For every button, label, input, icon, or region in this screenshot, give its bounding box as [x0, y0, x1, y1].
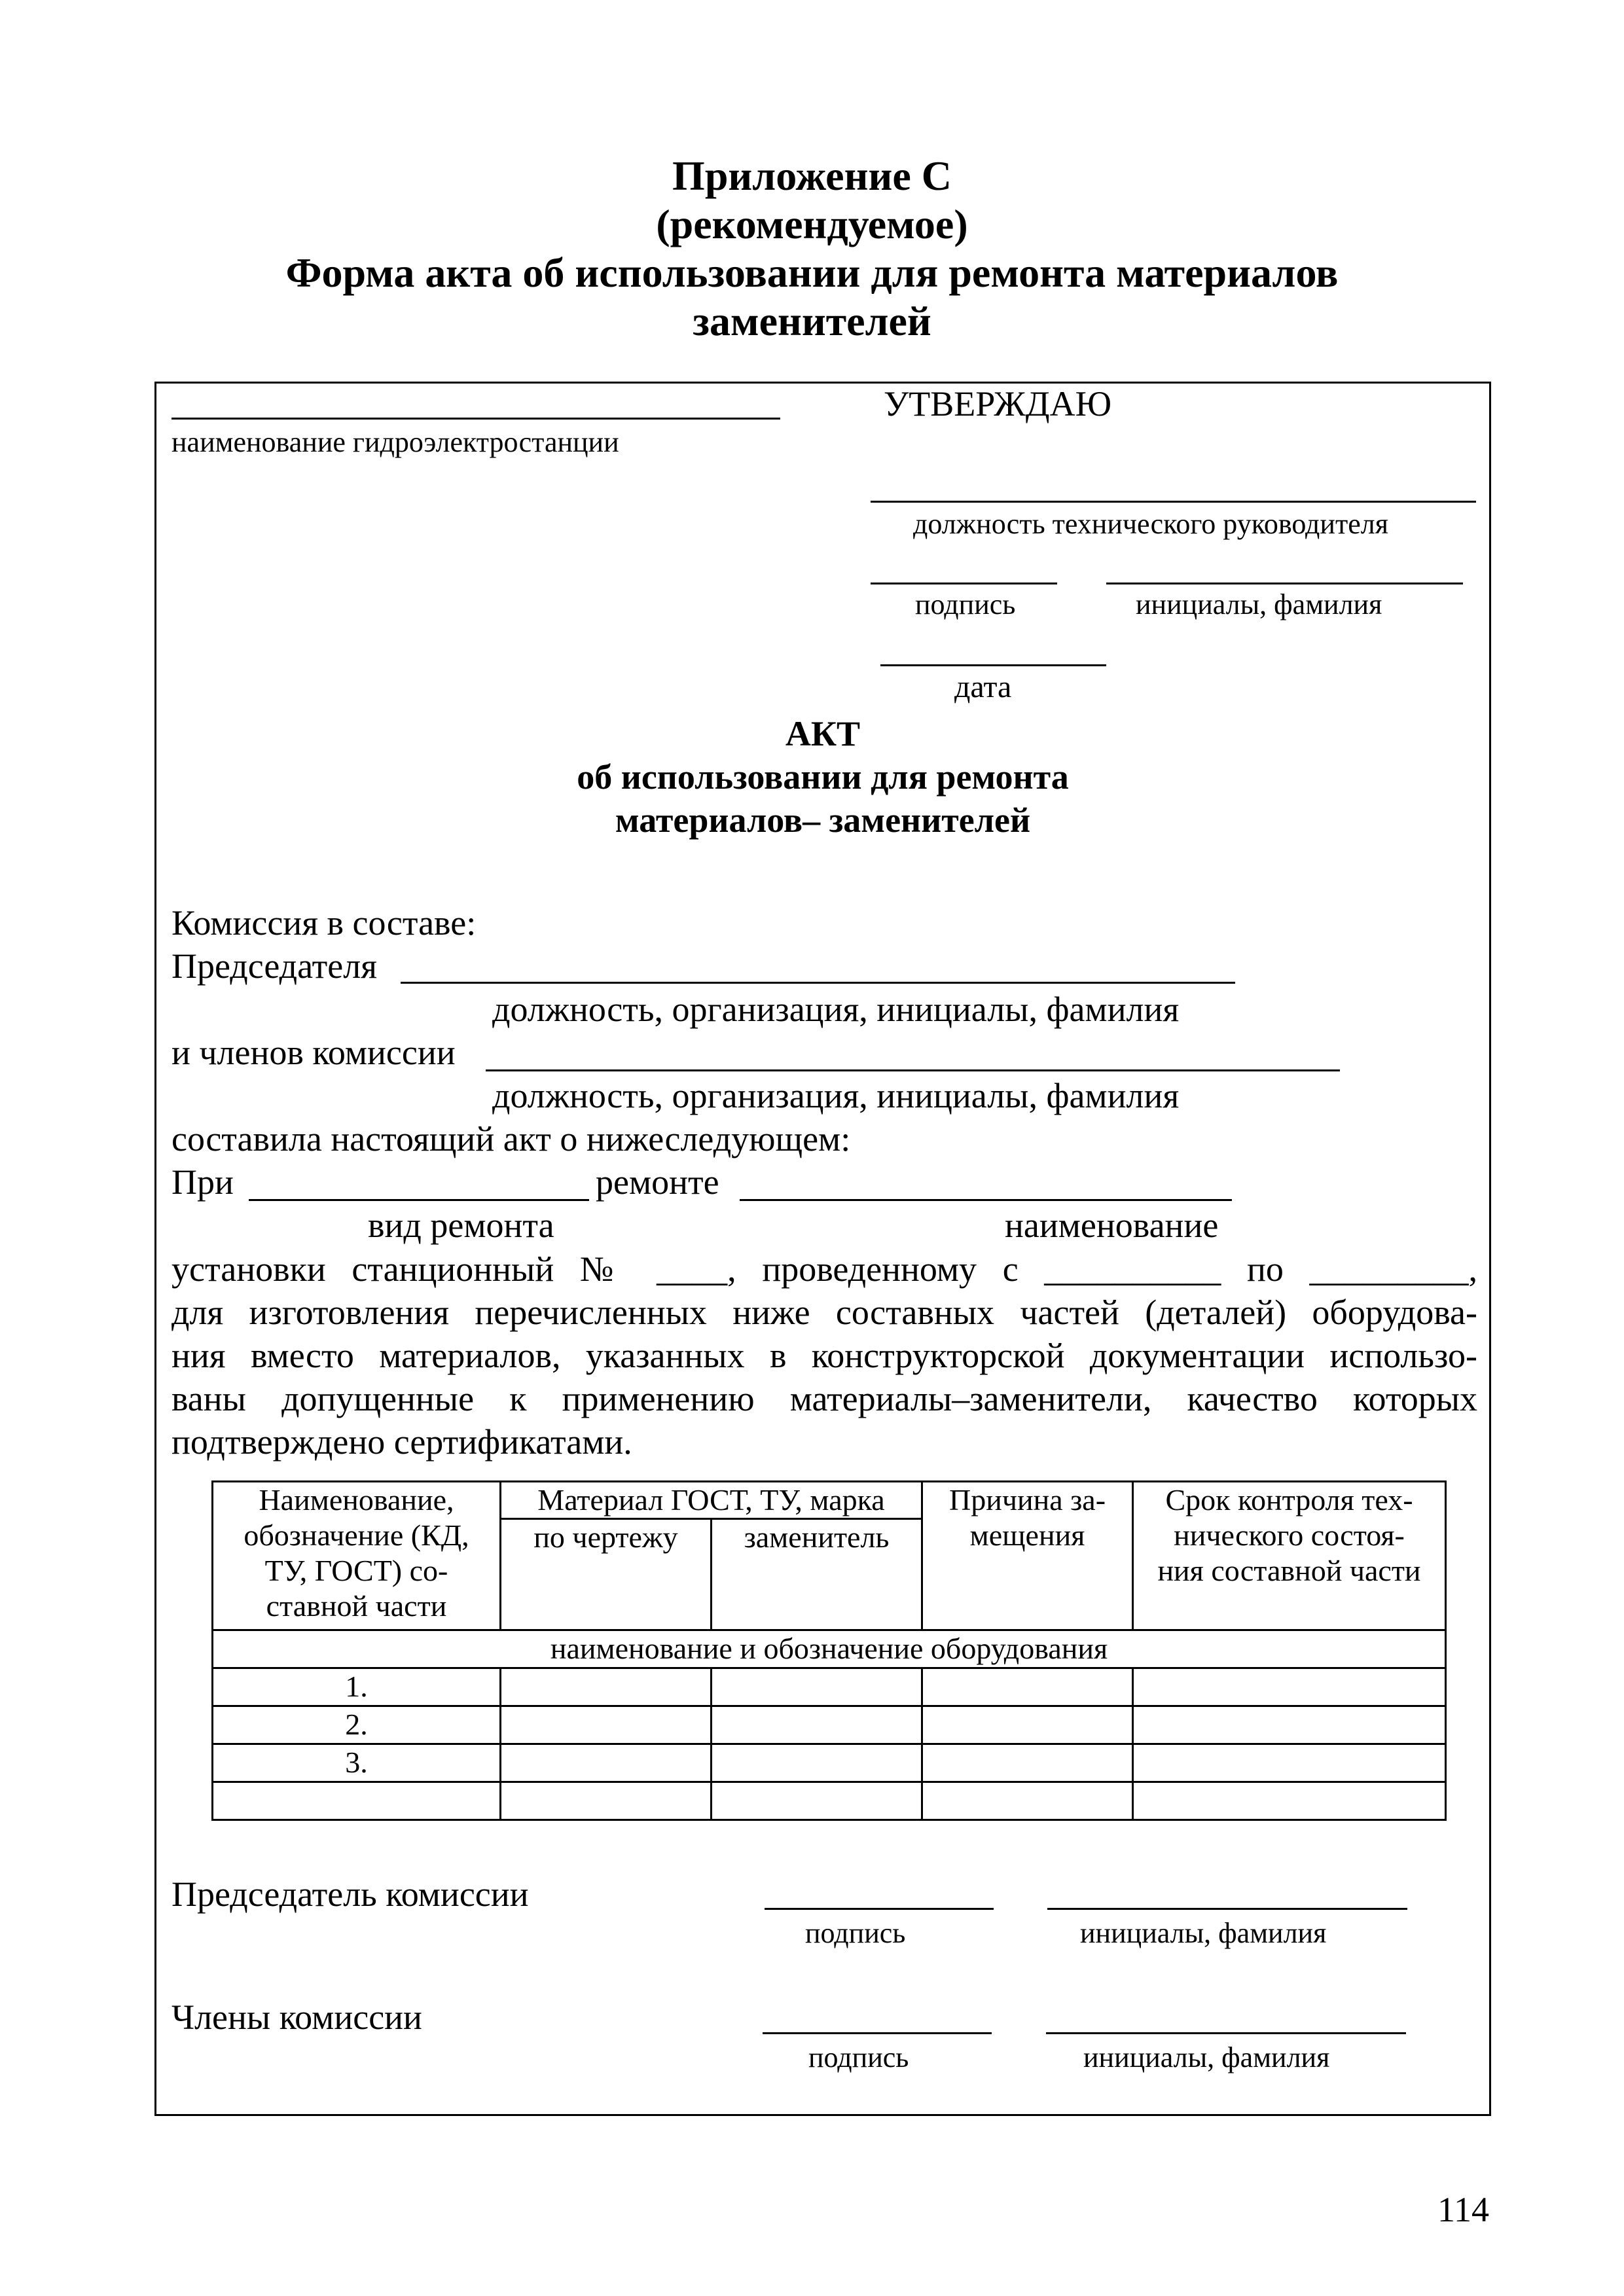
- repair-word: ремонте: [596, 1162, 719, 1202]
- members-label: и членов комиссии: [171, 1033, 456, 1072]
- paragraph-line: ния вместо материалов, указанных в конструкторской документации использо-: [171, 1336, 1477, 1375]
- by-drawing-header: по чертежу: [501, 1519, 712, 1630]
- commission-label: Комиссия в составе:: [171, 903, 477, 942]
- date-label: дата: [954, 670, 1012, 704]
- table-cell[interactable]: [501, 1706, 712, 1744]
- row-number: 3.: [213, 1744, 501, 1782]
- paragraph-line: для изготовления перечисленных ниже составных частей (деталей) оборудова-: [171, 1293, 1477, 1332]
- chairman-field[interactable]: [401, 982, 1235, 984]
- control-header: Срок контроля тех- нического состоя- ния составной части: [1133, 1482, 1446, 1630]
- table-row: [213, 1668, 1446, 1706]
- position-line[interactable]: [871, 501, 1476, 503]
- table-cell[interactable]: [501, 1668, 712, 1706]
- table-row: [213, 1782, 1446, 1820]
- table-cell[interactable]: [501, 1782, 712, 1820]
- repair-type-hint: вид ремонта: [368, 1206, 554, 1245]
- approve-name-label: инициалы, фамилия: [1136, 588, 1382, 620]
- table-cell[interactable]: [712, 1668, 922, 1706]
- table-cell[interactable]: [1133, 1744, 1446, 1782]
- members-signature-label: Члены комиссии: [171, 1998, 422, 2037]
- chairman-name-hint: инициалы, фамилия: [1080, 1917, 1327, 1949]
- appendix-subtitle: (рекомендуемое): [656, 201, 968, 247]
- approve-label: УТВЕРЖДАЮ: [884, 384, 1112, 423]
- chairman-signature-label: Председатель комиссии: [171, 1874, 529, 1914]
- body-paragraph: [171, 1247, 1477, 1463]
- chairman-name-line[interactable]: [1047, 1908, 1407, 1910]
- approve-name-line[interactable]: [1106, 583, 1463, 584]
- table-cell[interactable]: [922, 1782, 1133, 1820]
- appendix-title: Приложение С: [672, 152, 952, 199]
- table-cell[interactable]: [922, 1668, 1133, 1706]
- table-cell[interactable]: [712, 1782, 922, 1820]
- table-cell[interactable]: [712, 1706, 922, 1744]
- table-row: [213, 1744, 1446, 1782]
- act-subtitle-cont: материалов– заменителей: [615, 800, 1031, 840]
- row-number: 2.: [213, 1706, 501, 1744]
- members-name-line[interactable]: [1046, 2032, 1406, 2034]
- repair-type-field[interactable]: [249, 1199, 589, 1201]
- row-number: 1.: [213, 1668, 501, 1706]
- materials-table: [211, 1480, 1447, 1821]
- table-cell[interactable]: [1133, 1668, 1446, 1706]
- installation-name-hint: наименование: [1005, 1206, 1219, 1245]
- form-title: Форма акта об использовании для ремонта материалов: [285, 249, 1339, 296]
- at-prefix: При: [171, 1162, 234, 1202]
- members-name-hint: инициалы, фамилия: [1083, 2041, 1330, 2073]
- act-title: АКТ: [785, 714, 861, 753]
- table-cell[interactable]: [922, 1706, 1133, 1744]
- row-number: [213, 1782, 501, 1820]
- table-cell[interactable]: [1133, 1782, 1446, 1820]
- paragraph-line: установки станционный № ____, проведенному с __________ по _________,: [171, 1249, 1477, 1289]
- installation-name-field[interactable]: [740, 1199, 1232, 1201]
- form-title-cont: заменителей: [693, 298, 931, 344]
- act-subtitle: об использовании для ремонта: [577, 757, 1069, 797]
- approve-signature-line[interactable]: [871, 583, 1057, 584]
- table-cell[interactable]: [922, 1744, 1133, 1782]
- table-cell[interactable]: [501, 1744, 712, 1782]
- chairman-label: Председателя: [171, 946, 378, 986]
- reason-header: Причина за- мещения: [922, 1482, 1133, 1630]
- component-name-header: Наименование, обозначение (КД, ТУ, ГОСТ) со- ставной части: [213, 1482, 501, 1630]
- chairman-signature-hint: подпись: [805, 1917, 906, 1949]
- approve-signature-label: подпись: [915, 588, 1016, 620]
- page-number: 114: [1437, 2190, 1489, 2229]
- station-name-label: наименование гидроэлектростанции: [171, 426, 619, 458]
- station-name-line[interactable]: [171, 418, 780, 420]
- members-field[interactable]: [486, 1069, 1340, 1071]
- paragraph-line: ваны допущенные к применению материалы–заменители, качество которых: [171, 1379, 1477, 1418]
- chairman-hint: должность, организация, инициалы, фамилия: [492, 990, 1180, 1029]
- members-hint: должность, организация, инициалы, фамилия: [492, 1076, 1180, 1115]
- material-header: Материал ГОСТ, ТУ, марка: [501, 1482, 922, 1519]
- table-row: [213, 1706, 1446, 1744]
- position-label: должность технического руководителя: [913, 508, 1388, 540]
- table-cell[interactable]: [712, 1744, 922, 1782]
- equipment-row: наименование и обозначение оборудования: [213, 1630, 1446, 1668]
- compiled-text: составила настоящий акт о нижеследующем:: [171, 1119, 851, 1158]
- chairman-signature-line[interactable]: [765, 1908, 994, 1910]
- paragraph-line: подтверждено сертификатами.: [171, 1422, 632, 1462]
- table-cell[interactable]: [1133, 1706, 1446, 1744]
- members-signature-line[interactable]: [763, 2032, 992, 2034]
- members-signature-hint: подпись: [808, 2041, 909, 2073]
- substitute-header: заменитель: [712, 1519, 922, 1630]
- date-line[interactable]: [880, 664, 1106, 666]
